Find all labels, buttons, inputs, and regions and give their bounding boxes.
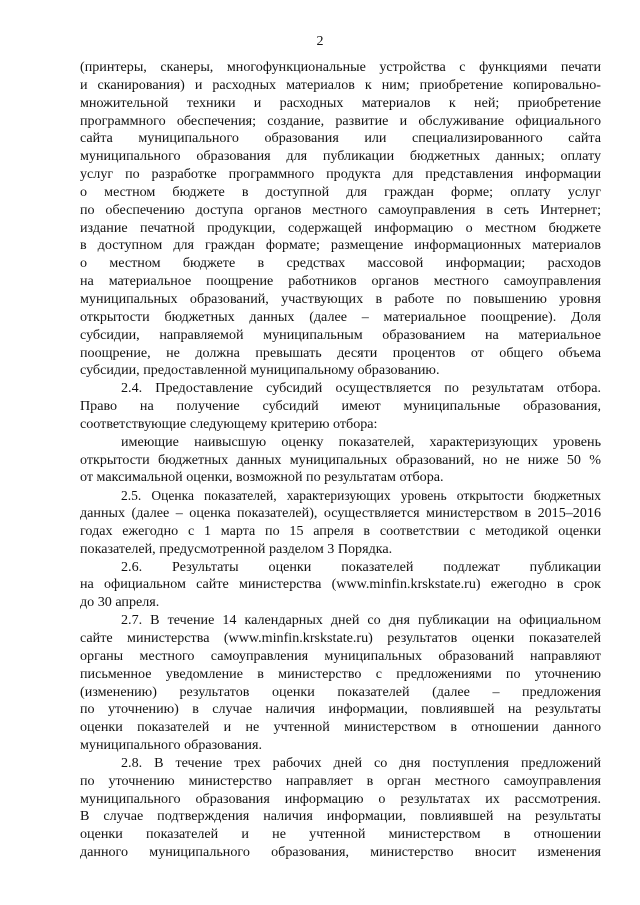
- text-line: имеющие наивысшую оценку показателей, характеризующих уровень: [121, 433, 601, 450]
- text-line: издание печатной продукции, содержащей информацию о местном бюджете: [80, 219, 601, 236]
- text-line: органы местного самоуправления муниципальных образований направляют: [80, 647, 601, 664]
- text-line: сайте министерства (www.minfin.krskstate.ru) результатов оценки показателей: [80, 630, 601, 646]
- text-line: соответствующие следующему критерию отбора:: [80, 415, 378, 432]
- text-line: 2.4. Предоставление субсидий осуществляется по результатам отбора.: [121, 380, 601, 397]
- text-line: данного муниципального образования, министерство вносит изменения: [80, 844, 601, 861]
- text-line: муниципальных образований, участвующих в работе по повышению уровня: [80, 290, 601, 307]
- text-line: по уточнению министерство направляет в орган местного самоуправления: [80, 772, 601, 789]
- text-line: данных (далее – оценка показателей), осуществляется министерством в 2015–2016: [80, 505, 601, 522]
- text-line: и сканирования) и расходных материалов к ним; приобретение копировально-: [80, 76, 601, 93]
- text-line: (изменению) результатов оценки показателей (далее – предложения: [80, 683, 601, 700]
- text-line: письменное уведомление в министерство с предложениями по уточнению: [80, 665, 601, 682]
- text-line: 2.5. Оценка показателей, характеризующих уровень открытости бюджетных: [121, 488, 601, 504]
- text-line: (принтеры, сканеры, многофункциональные устройства с функциями печати: [80, 59, 601, 75]
- text-line: поощрение, не должна превышать десяти процентов от общего объема: [80, 344, 601, 361]
- text-line: от максимальной оценки, возможной по результатам отбора.: [80, 469, 444, 486]
- document-body-text: [80, 59, 601, 862]
- text-line: Право на получение субсидий имеют муниципальные образования,: [80, 398, 601, 415]
- text-line: до 30 апреля.: [80, 594, 160, 611]
- text-line: на официальном сайте министерства (www.minfin.krskstate.ru) ежегодно в срок: [80, 576, 601, 593]
- text-line: муниципального образования.: [80, 737, 262, 754]
- text-line: В случае подтверждения наличия информации, повлиявшей на результаты: [80, 808, 601, 825]
- text-line: открытости бюджетных данных муниципальных образований, но не ниже 50 %: [80, 451, 601, 468]
- text-line: открытости бюджетных данных (далее – материальное поощрение). Доля: [80, 308, 601, 325]
- text-line: муниципального образования информацию о результатах их рассмотрения.: [80, 790, 601, 807]
- text-line: показателей, предусмотренной разделом 3 Порядка.: [80, 540, 393, 557]
- text-line: множительной техники и расходных материалов к ней; приобретение: [80, 94, 601, 111]
- text-line: о местном бюджете в средствах массовой информации; расходов: [80, 255, 601, 272]
- text-line: оценки показателей и не учтенной министерством в отношении: [80, 826, 601, 843]
- text-line: сайта муниципального образования или специализированного сайта: [80, 130, 601, 147]
- text-line: субсидии, направляемой муниципальным образованием на материальное: [80, 326, 601, 343]
- text-line: программного обеспечения; создание, развитие и обслуживание официального: [80, 112, 601, 129]
- text-line: по обеспечению доступа органов местного самоуправления в сеть Интернет;: [80, 201, 601, 218]
- text-line: услуг по разработке программного продукта для представления информации: [80, 166, 601, 183]
- text-line: субсидии, предоставленной муниципальному образованию.: [80, 362, 440, 379]
- text-line: оценки показателей и не учтенной министерством в отношении данного: [80, 719, 601, 736]
- text-line: годах ежегодно с 1 марта по 15 апреля в соответствии с методикой оценки: [80, 522, 601, 539]
- text-line: на материальное поощрение работников органов местного самоуправления: [80, 273, 601, 290]
- text-line: 2.7. В течение 14 календарных дней со дня публикации на официальном: [121, 612, 601, 629]
- text-line: в доступном для граждан формате; размещение информационных материалов: [80, 237, 601, 254]
- text-line: о местном бюджете в доступной для граждан форме; оплату услуг: [80, 183, 601, 200]
- page-number: 2: [316, 34, 324, 49]
- text-line: по уточнению) в случае наличия информации, повлиявшей на результаты: [80, 701, 601, 718]
- text-line: муниципального образования для публикации бюджетных данных; оплату: [80, 148, 601, 165]
- text-line: 2.8. В течение трех рабочих дней со дня поступления предложений: [121, 754, 601, 771]
- text-line: 2.6. Результаты оценки показателей подлежат публикации: [121, 558, 601, 575]
